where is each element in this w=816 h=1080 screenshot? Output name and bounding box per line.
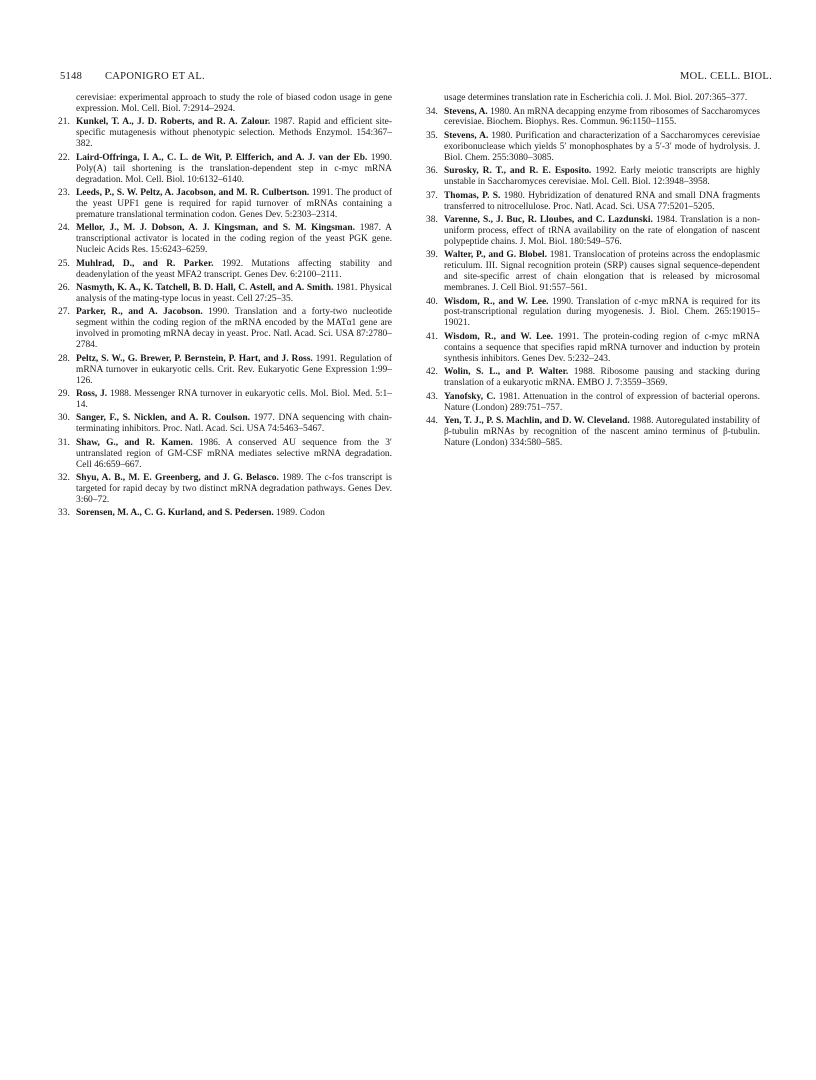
- reference-authors: Sanger, F., S. Nicklen, and A. R. Coulson.: [76, 413, 250, 424]
- reference-entry: [426, 331, 760, 365]
- reference-authors: Stevens, A.: [444, 106, 488, 117]
- reference-text: 1981. Physical analysis of the mating-type locus in yeast. Cell 27:25–35.: [76, 283, 392, 304]
- reference-authors: Yanofsky, C.: [444, 391, 496, 402]
- reference-entry: [426, 367, 760, 389]
- page-number: 5148: [60, 71, 83, 82]
- reference-text: 1988. Autoregulated instability of β-tubulin mRNAs by recognition of the nascent amino terminus of β-tubulin. Nature (London) 334:580–585.: [444, 416, 760, 448]
- reference-authors: Stevens, A.: [444, 130, 489, 141]
- reference-number: 27.: [58, 307, 70, 318]
- reference-entry: [426, 190, 760, 213]
- reference-entry: [426, 106, 760, 129]
- reference-text: 1989. Codon: [273, 508, 325, 519]
- reference-authors: Shaw, G., and R. Kamen.: [76, 437, 193, 448]
- reference-entry: [426, 215, 760, 248]
- reference-entry: [58, 283, 392, 305]
- reference-text: usage determines translation rate in Escherichia coli. J. Mol. Biol. 207:365–377.: [444, 93, 748, 103]
- reference-number: 40.: [426, 296, 438, 307]
- reference-text: 1990. Poly(A) tail shortening is the translation-dependent step in c-myc mRNA degradation. Mol. Cell. Biol. 10:6132–6140.: [76, 152, 392, 185]
- reference-authors: Kunkel, T. A., J. D. Roberts, and R. A. Zalour.: [76, 117, 271, 128]
- reference-entry: [58, 437, 392, 471]
- references-right-column: [426, 93, 761, 451]
- reference-text: 1989. The c-fos transcript is targeted for rapid decay by two distinct mRNA degradation pathways. Genes Dev. 3:60–72.: [76, 473, 392, 505]
- reference-number: 21.: [58, 117, 70, 128]
- reference-number: 41.: [426, 331, 438, 342]
- reference-number: 34.: [426, 106, 438, 117]
- reference-number: 36.: [426, 166, 438, 177]
- reference-number: 35.: [426, 130, 438, 141]
- reference-number: 26.: [58, 283, 70, 294]
- reference-number: 38.: [426, 215, 438, 226]
- reference-text: 1991. Regulation of mRNA turnover in eukaryotic cells. Crit. Rev. Eukaryotic Gene Expression 1:99–126.: [76, 353, 392, 386]
- reference-entry: [58, 258, 392, 281]
- reference-authors: Surosky, R. T., and R. E. Esposito.: [444, 166, 592, 177]
- reference-text: 1977. DNA sequencing with chain-terminating inhibitors. Proc. Natl. Acad. Sci. USA 74:5463–5467.: [76, 413, 392, 435]
- reference-number: 33.: [58, 508, 70, 519]
- reference-number: 25.: [58, 258, 70, 269]
- reference-entry: [426, 416, 760, 449]
- reference-entry: [62, 93, 392, 115]
- reference-entry: [426, 250, 761, 294]
- reference-entry: [58, 223, 392, 256]
- reference-authors: Muhlrad, D., and R. Parker.: [76, 258, 214, 269]
- reference-authors: Walter, P., and G. Blobel.: [444, 250, 547, 261]
- reference-entry: [58, 508, 392, 519]
- reference-text: 1988. Messenger RNA turnover in eukaryotic cells. Mol. Biol. Med. 5:1–14.: [76, 389, 392, 410]
- reference-authors: Yen, T. J., P. S. Machlin, and D. W. Cleveland.: [444, 416, 630, 426]
- reference-number: 29.: [58, 389, 70, 399]
- reference-authors: Leeds, P., S. W. Peltz, A. Jacobson, and M. R. Culbertson.: [76, 188, 310, 199]
- reference-text: 1992. Early meiotic transcripts are highly unstable in Saccharomyces cerevisiae. Mol. Cell. Biol. 12:3948–3958.: [444, 166, 760, 188]
- reference-authors: Shyu, A. B., M. E. Greenberg, and J. G. Belasco.: [76, 473, 279, 484]
- reference-text: 1990. Translation of c-myc mRNA is required for its post-transcriptional regulation during myogenesis. J. Biol. Chem. 265:19015–19021.: [444, 296, 760, 329]
- reference-number: 44.: [426, 416, 438, 426]
- reference-authors: Peltz, S. W., G. Brewer, P. Bernstein, P. Hart, and J. Ross.: [76, 353, 313, 364]
- reference-entry: [426, 391, 760, 414]
- reference-text: 1981. Attenuation in the control of expression of bacterial operons. Nature (London) 289:751–757.: [444, 391, 760, 413]
- reference-number: 42.: [426, 367, 438, 378]
- reference-text: 1980. Purification and characterization of a Saccharomyces cerevisiae exoribonuclease which yields 5′ monophosphates by a 5′-3′ mode of hydrolysis. J. Biol. Chem. 255:3080–3085.: [444, 130, 760, 163]
- reference-number: 43.: [426, 391, 438, 402]
- reference-text: 1986. A conserved AU sequence from the 3′ untranslated region of GM-CSF mRNA mediates selective mRNA degradation. Cell 46:659–667.: [76, 437, 392, 470]
- reference-number: 39.: [426, 250, 438, 261]
- reference-entry: [58, 413, 392, 435]
- reference-authors: Wisdom, R., and W. Lee.: [444, 296, 549, 307]
- reference-entry: [58, 389, 392, 411]
- running-journal: MOL. CELL. BIOL.: [680, 71, 772, 82]
- reference-authors: Varenne, S., J. Buc, R. Lloubes, and C. Lazdunski.: [444, 215, 653, 226]
- reference-number: 37.: [426, 190, 438, 201]
- reference-number: 24.: [58, 223, 70, 234]
- reference-text: 1990. Translation and a forty-two nucleotide segment within the coding region of the mRNA encoded by the MATα1 gene are involved in promoting mRNA decay in yeast. Proc. Natl. Acad. Sci. USA 87:2780–2784.: [76, 307, 392, 351]
- reference-authors: Wolin, S. L., and P. Walter.: [444, 367, 569, 378]
- reference-authors: Laird-Offringa, I. A., C. L. de Wit, P. Elfferich, and A. J. van der Eb.: [76, 152, 368, 163]
- reference-entry: [58, 473, 392, 506]
- reference-text: 1991. The protein-coding region of c-myc mRNA contains a sequence that specifies rapid mRNA turnover and induction by protein synthesis inhibitors. Genes Dev. 5:232–243.: [444, 331, 760, 364]
- reference-authors: Thomas, P. S.: [444, 190, 501, 201]
- reference-authors: Parker, R., and A. Jacobson.: [76, 307, 203, 318]
- reference-authors: Sorensen, M. A., C. G. Kurland, and S. Pedersen.: [76, 508, 274, 519]
- reference-text: 1987. Rapid and efficient site-specific mutagenesis without phenotypic selection. Methods Enzymol. 154:367–382.: [76, 117, 393, 150]
- reference-text: 1988. Ribosome pausing and stacking during translation of a eukaryotic mRNA. EMBO J. 7:3559–3569.: [444, 367, 760, 389]
- references-left-column: [58, 93, 393, 522]
- reference-text: cerevisiae: experimental approach to study the role of biased codon usage in gene expression. Mol. Cell. Biol. 7:2914–2924.: [76, 93, 392, 114]
- reference-number: 32.: [58, 473, 70, 484]
- reference-entry: [426, 130, 760, 164]
- running-authors: CAPONIGRO ET AL.: [105, 71, 205, 82]
- reference-text: 1981. Translocation of proteins across the endoplasmic reticulum. III. Signal recognition protein (SRP) causes signal sequence-dependent and site-specific arrest of chain elongation that is released by microsomal membranes. J. Cell Biol. 91:557–561.: [444, 250, 761, 294]
- reference-number: 30.: [58, 413, 70, 424]
- reference-authors: Wisdom, R., and W. Lee.: [444, 331, 554, 342]
- reference-authors: Nasmyth, K. A., K. Tatchell, B. D. Hall, C. Astell, and A. Smith.: [76, 283, 334, 294]
- reference-entry: [430, 93, 760, 104]
- reference-entry: [58, 307, 392, 351]
- reference-entry: [426, 166, 760, 188]
- reference-text: 1980. Hybridization of denatured RNA and small DNA fragments transferred to nitrocellulose. Proc. Natl. Acad. Sci. USA 77:5201–5205.: [444, 190, 760, 212]
- reference-text: 1992. Mutations affecting stability and deadenylation of the yeast MFA2 transcript. Genes Dev. 6:2100–2111.: [76, 258, 392, 280]
- reference-text: 1980. An mRNA decapping enzyme from ribosomes of Saccharomyces cerevisiae. Biochem. Biophys. Res. Commun. 96:1150–1155.: [444, 106, 760, 128]
- reference-number: 28.: [58, 353, 70, 364]
- reference-authors: Mellor, J., M. J. Dobson, A. J. Kingsman, and S. M. Kingsman.: [76, 223, 355, 234]
- reference-authors: Ross, J.: [76, 389, 108, 399]
- reference-text: 1984. Translation is a non-uniform process, effect of tRNA availability on the rate of elongation of nascent polypeptide chains. J. Mol. Biol. 180:549–576.: [444, 215, 760, 247]
- reference-number: 23.: [58, 188, 70, 199]
- reference-number: 31.: [58, 437, 70, 448]
- reference-entry: [58, 117, 393, 150]
- reference-text: 1987. A transcriptional activator is located in the coding region of the yeast PGK gene. Nucleic Acids Res. 15:6243–6259.: [76, 223, 392, 256]
- reference-entry: [58, 152, 392, 186]
- reference-entry: [58, 353, 392, 387]
- reference-number: 22.: [58, 152, 70, 163]
- reference-entry: [58, 188, 392, 221]
- reference-text: 1991. The product of the yeast UPF1 gene is required for rapid turnover of mRNAs containing a premature translational termination codon. Genes Dev. 5:2303–2314.: [76, 188, 392, 220]
- reference-entry: [426, 296, 760, 330]
- running-header: [60, 71, 772, 85]
